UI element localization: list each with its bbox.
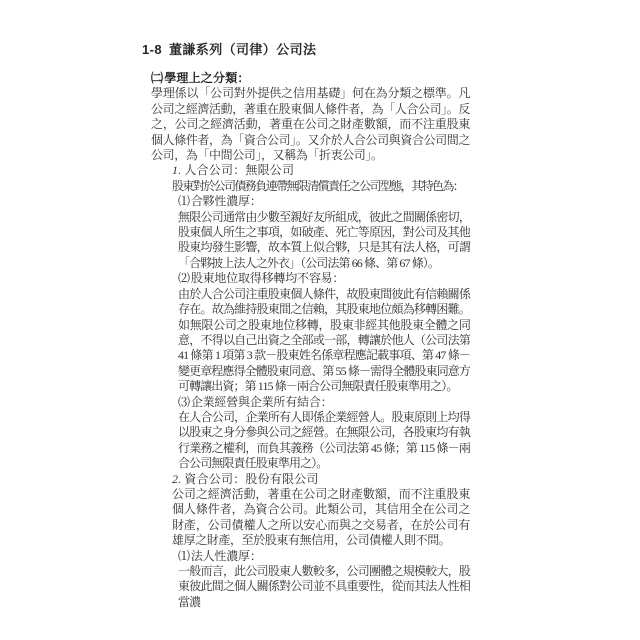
- subitem-1-2-heading: [178, 271, 470, 286]
- subitem-1-3-title: 企業經營與企業所有結合：: [190, 394, 333, 409]
- subitem-1-1-marker: ⑴: [178, 194, 190, 209]
- section-intro: 學理係以「公司對外提供之信用基礎」何在為分類之標準。凡公司之經濟活動，著重在股東個人條件者，為「人合公司」。反之，公司之經濟活動，著重在公司之財產數額，而不注重股東個人條件者，為「資合公司」。又介於人合公司與資合公司間之公司，為「中間公司」，又稱為「折衷公司」。: [151, 86, 470, 163]
- subitem-1-2-marker: ⑵: [178, 271, 190, 286]
- page-number: 1-8: [142, 42, 162, 57]
- item-2-title: 資合公司：股份有限公司: [184, 471, 319, 486]
- subitem-1-2-body: 由於人合公司注重股東個人條件，故股東間彼此有信賴關係存在。故為維持股東間之信賴，其股東地位頗為移轉困難。如無限公司之股東地位移轉，股東非經其他股東全體之同意，不得以自己出資之全部或一部，轉讓於他人（公司法第 41 條第 1 項第 3 款－股東姓名係章程應記載事項、第 47 條－變更章程應得全體股東同意、第 55 條－需得全體股東同意方可轉讓出資；第 115 條－兩合公司無限責任股東準用之）。: [178, 286, 470, 394]
- subitem-1-3-marker: ⑶: [178, 394, 190, 409]
- section-title: 學理上之分類：: [164, 71, 250, 85]
- subitem-1-2: [178, 271, 470, 394]
- subitem-2-1-heading: [178, 549, 470, 564]
- section-heading: [151, 71, 470, 86]
- subitem-1-3-body: 在人合公司，企業所有人即係企業經營人。股東原則上均得以股東之身分參與公司之經營。在無限公司，各股東均有執行業務之權利，而負其義務（公司法第 45 條；第 115 條－兩合公司無限責任股東準用之）。: [178, 409, 470, 471]
- item-1-heading: [172, 163, 470, 178]
- item-1-marker: 1.: [172, 163, 182, 178]
- page-content: [151, 71, 470, 610]
- book-title: 董謙系列（司律）公司法: [169, 42, 317, 57]
- item-2-heading: [172, 472, 470, 487]
- subitem-2-1-marker: ⑴: [178, 548, 190, 563]
- subitem-1-3: [178, 395, 470, 472]
- running-header: [142, 39, 316, 58]
- item-2-marker: 2.: [172, 471, 182, 486]
- subitem-1-1-heading: [178, 194, 470, 209]
- subitem-1-1-title: 合夥性濃厚：: [190, 194, 262, 209]
- item-1-title: 人合公司：無限公司: [184, 163, 295, 178]
- subitem-2-1-body: 一般而言，此公司股東人數較多，公司團體之規模較大，股東彼此間之個人關係對公司並不具重要性，從而其法人性相當濃: [178, 564, 470, 609]
- subitem-2-1-title: 法人性濃厚：: [190, 548, 262, 563]
- subitem-1-3-heading: [178, 395, 470, 410]
- list-item-2: [172, 472, 470, 611]
- subitem-1-1-body: 無限公司通常由少數至親好友所組成，彼此之間關係密切，股東個人所生之事項，如破產、死亡等原因，對公司及其他股東均發生影響，故本質上似合夥，只是其有法人格，可謂「合夥披上法人之外衣」（公司法第 66 條、第 67 條）。: [178, 209, 470, 270]
- subitem-1-2-title: 股東地位取得移轉均不容易：: [190, 271, 345, 286]
- item-2-intro: 公司之經濟活動，著重在公司之財產數額，而不注重股東個人條件者，為資合公司。此類公司，其信用全在公司之財產，公司債權人之所以安心而與之交易者，在於公司有雄厚之財產，至於股東有無信用，公司債權人則不問。: [172, 486, 470, 548]
- subitem-1-1: [178, 194, 470, 271]
- section-marker: ㈡: [151, 71, 164, 85]
- subitem-2-1: [178, 549, 470, 611]
- list-item-1: [172, 163, 470, 471]
- item-1-intro: 股東對於公司債務負連帶無限清償責任之公司型態，其特色為：: [172, 178, 464, 193]
